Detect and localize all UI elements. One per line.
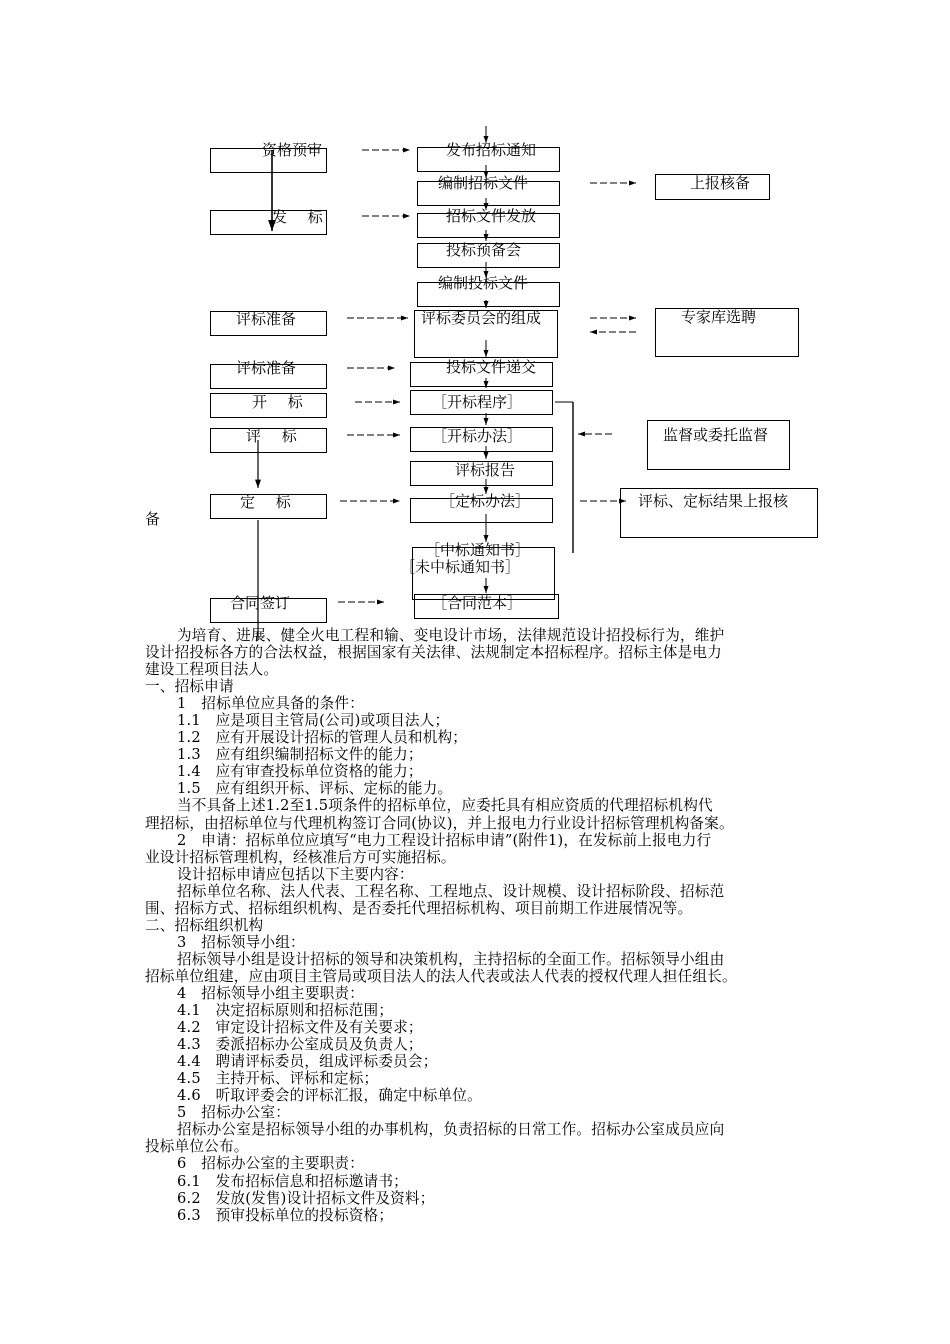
center-label-pre-bid: 投标预备会: [446, 241, 522, 259]
text-line: 招标单位名称、法人代表、工程名称、工程地点、设计规模、设计招标阶段、招标范: [177, 882, 725, 900]
right-label-result-report: 评标、定标结果上报核: [638, 492, 789, 510]
text-line: 招标单位组建，应由项目主管局或项目法人的法人代表或法人代表的授权代理人担任组长。: [145, 967, 737, 985]
text-line: 当不具备上述1.2至1.5项条件的招标单位，应委托具有相应资质的代理招标机构代: [177, 797, 713, 815]
center-label-open-method: ［开标办法］: [432, 427, 523, 445]
text-line: 4 招标领导小组主要职责：: [177, 984, 365, 1002]
text-line: 4.4 聘请评标委员，组成评标委员会；: [177, 1053, 438, 1071]
text-line: 一、招标申请: [145, 678, 234, 696]
left-label-contract: 合同签订: [230, 594, 291, 612]
center-label-submit: 投标文件递交: [446, 358, 537, 376]
text-line: 4.5 主持开标、评标和定标；: [177, 1070, 379, 1088]
text-line: 4.3 委派招标办公室成员及负责人；: [177, 1036, 423, 1054]
left-label-eval-prep-2: 评标准备: [236, 359, 297, 377]
text-line: 1.3 应有组织编制招标文件的能力；: [177, 746, 423, 764]
center-label-committee: 评标委员会的组成: [421, 309, 542, 327]
center-label-distribute: 招标文件发放: [446, 207, 537, 225]
center-label-lose-notice: ［未中标通知书］: [400, 558, 521, 576]
right-label-supervision: 监督或委托监督: [663, 426, 769, 444]
right-label-expert-pool: 专家库选聘: [681, 308, 757, 326]
left-label-eval-prep-1: 评标准备: [236, 310, 297, 328]
left-label-evaluate: 评 标: [246, 427, 305, 445]
text-line: 5 招标办公室：: [177, 1104, 291, 1122]
text-line: 1.1 应是项目主管局(公司)或项目法人；: [177, 712, 450, 730]
text-line: 6.1 发布招标信息和招标邀请书；: [177, 1172, 408, 1190]
text-line: 4.6 听取评委会的评标汇报，确定中标单位。: [177, 1087, 482, 1105]
text-line: 围、招标方式、招标组织机构、是否委托代理招标机构、项目前期工作进展情况等。: [145, 899, 693, 917]
procedure-text: [145, 627, 810, 1224]
left-label-open: 开 标: [252, 393, 311, 411]
text-line: 招标办公室是招标领导小组的办事机构，负责招标的日常工作。招标办公室成员应向: [177, 1121, 725, 1139]
center-label-compile-docs: 编制招标文件: [438, 174, 529, 192]
center-label-contract-template: ［合同范本］: [432, 594, 523, 612]
text-line: 1.4 应有审查投标单位资格的能力；: [177, 763, 423, 781]
stray-char: 备: [145, 510, 161, 528]
text-line: 理招标，由招标单位与代理机构签订合同(协议)，并上报电力行业设计招标管理机构备案。: [145, 814, 734, 832]
text-line: 1.2 应有开展设计招标的管理人员和机构；: [177, 729, 468, 747]
text-line: 3 招标领导小组：: [177, 933, 305, 951]
text-line: 2 申请：招标单位应填写“电力工程设计招标申请”(附件1)，在发标前上报电力行: [177, 831, 712, 849]
left-label-award: 定 标: [240, 493, 299, 511]
text-line: 6.3 预审投标单位的投标资格；: [177, 1206, 394, 1224]
right-label-report-file: 上报核备: [690, 174, 751, 192]
left-label-prequalify: 资格预审: [262, 141, 323, 159]
text-line: 二、招标组织机构: [145, 916, 264, 934]
text-line: 1 招标单位应具备的条件：: [177, 695, 365, 713]
text-line: 6 招标办公室的主要职责：: [177, 1155, 365, 1173]
text-line: 投标单位公布。: [145, 1138, 249, 1156]
center-label-compile-bid: 编制投标文件: [438, 274, 529, 292]
text-line: 为培育、进展、健全火电工程和输、变电设计市场，法律规范设计招投标行为，维护: [177, 627, 725, 644]
center-label-report: 评标报告: [455, 461, 516, 479]
text-line: 建设工程项目法人。: [145, 661, 279, 679]
text-line: 设计招投标各方的合法权益，根据国家有关法律、法规制定本招标程序。招标主体是电力: [145, 644, 722, 662]
bidding-flowchart: [0, 0, 950, 640]
center-label-open-procedure: ［开标程序］: [432, 393, 523, 411]
text-line: 业设计招标管理机构，经核准后方可实施招标。: [145, 848, 456, 866]
center-label-award-method: ［定标办法］: [440, 492, 531, 510]
text-line: 6.2 发放(发售)设计招标文件及资料；: [177, 1189, 435, 1207]
center-label-publish-notice: 发布招标通知: [446, 141, 537, 159]
text-line: 4.2 审定设计招标文件及有关要求；: [177, 1019, 423, 1037]
text-line: 1.5 应有组织开标、评标、定标的能力。: [177, 780, 453, 798]
left-label-issue: 发 标: [272, 208, 331, 226]
center-label-win-notice: ［中标通知书］: [425, 541, 531, 559]
text-line: 招标领导小组是设计招标的领导和决策机构，主持招标的全面工作。招标领导小组由: [177, 950, 725, 968]
text-line: 设计招标申请应包括以下主要内容：: [177, 865, 414, 883]
text-line: 4.1 决定招标原则和招标范围；: [177, 1002, 394, 1020]
